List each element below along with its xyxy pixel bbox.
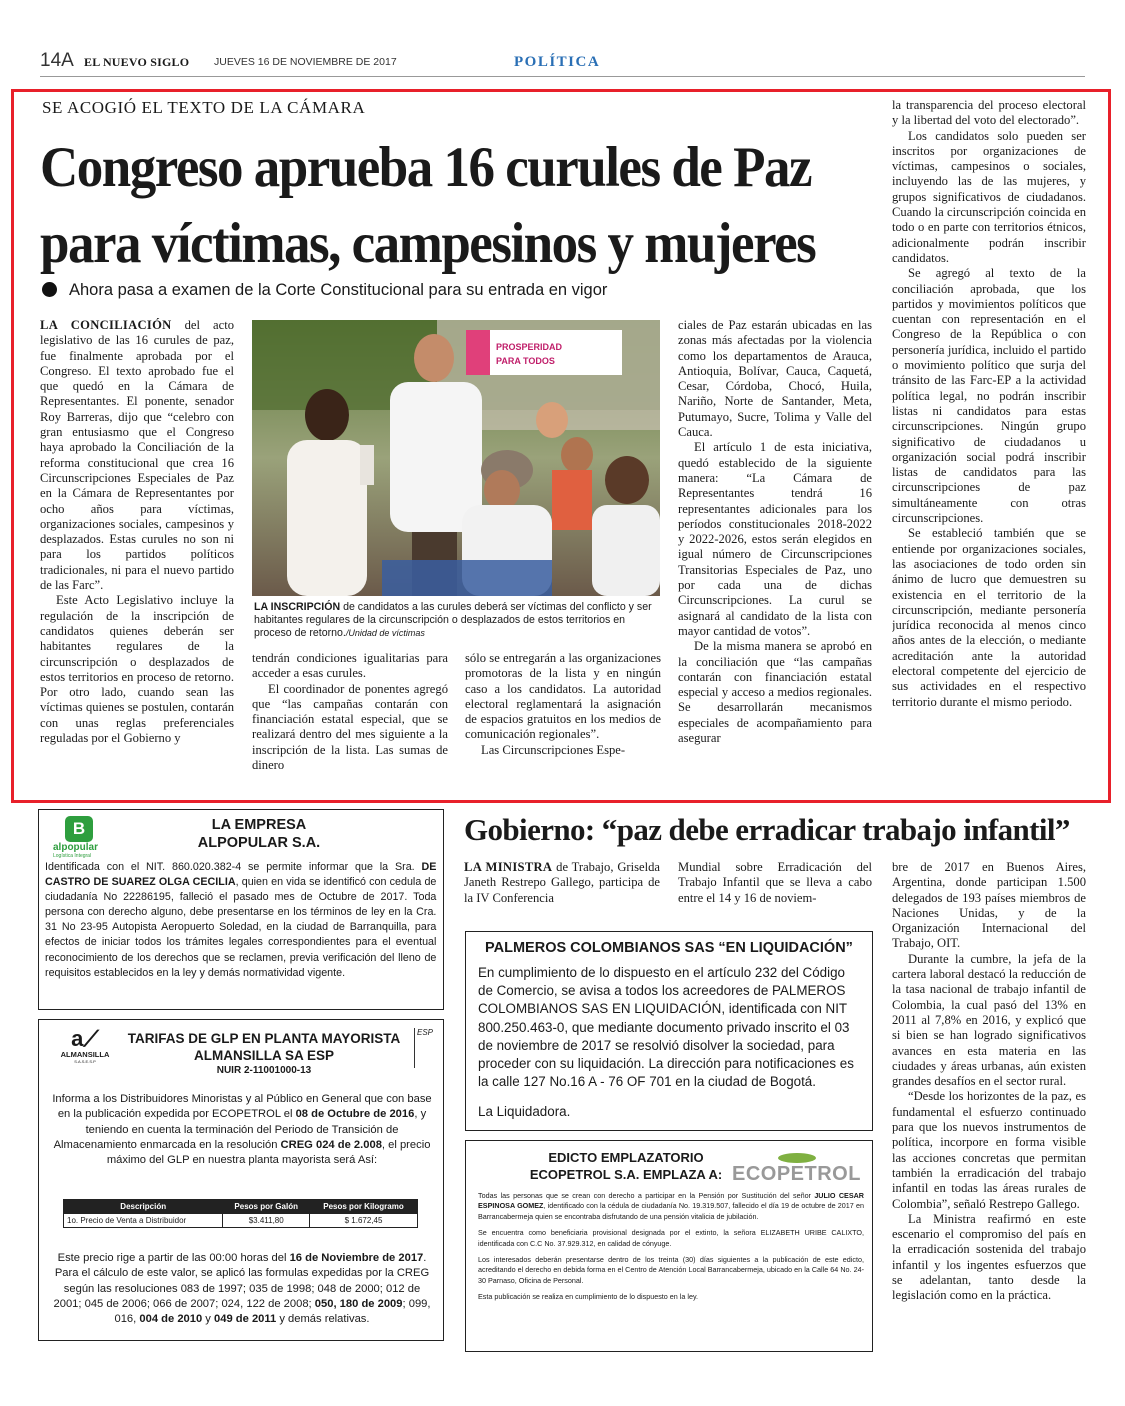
ad-alpopular (38, 809, 444, 1010)
paragraph: Se encuentra como beneficiaria provisional designada por el extinto, la señora ELIZABETH URIBE CALIXTO, identificada con C.C No. 37.929.312, en calidad de cónyuge. (478, 1228, 864, 1248)
headline-line-2: para víctimas, campesinos y mujeres (40, 212, 816, 275)
table-header: Pesos por Galón (223, 1200, 310, 1214)
table-header: Pesos por Kilogramo (310, 1200, 418, 1214)
paragraph: “Desde los horizontes de la paz, es fundamental el esfuerzo continuado para que los nuevos instrumentos de política, incorpore en forma visible las acciones concretas que permitan también la erradicación del trabajo infantil en todas las áreas rurales de Colombia”, señaló Restrepo Gallego. (892, 1089, 1086, 1211)
table-header-row (64, 1200, 418, 1214)
svg-text:PROSPERIDAD: PROSPERIDAD (496, 342, 563, 352)
article-photo (252, 320, 660, 596)
table-row (64, 1214, 418, 1228)
paragraph: Todas las personas que se crean con derecho a participar en la Pensión por Sustitución del señor JULIO CESAR ESPINOSA GOMEZ, identificado con la cédula de ciudadanía No. 19.319.507, fallecido el día 19 de octubre de 2017 en Barrancabermeja quien se encontraba disfrutando de una pensión vitalicia de jubilación. (478, 1191, 864, 1221)
esp-badge: ESP (414, 1028, 436, 1068)
paragraph: Se estableció también que se entiende por organizaciones sociales, las asociaciones de todo orden sin ánimo de lucro que demuestren su existencia en el territorio de la circunscripción, mediante personería jurídica reconocida al menos cinco años antes de la elección, o mediante acreditación ante la autoridad electoral competente del ejercicio de sus actividades en el respectivo territorio durante el mismo periodo. (892, 526, 1086, 709)
paragraph: LA MINISTRA de Trabajo, Griselda Janeth Restrepo Gallego, participa de la IV Conferencia (464, 860, 660, 905)
paragraph: Se agregó al texto de la conciliación aprobada, que los partidos y movimientos políticos que cuentan con representación en el Congreso de la República o con personería jurídica, incluido el partido o movimiento político que surja del tránsito de las Farc-EP a la actividad política legal, no podrán inscribir listas ni candidatos para estas circunscripciones. Ningún grupo significativo de ciudadanos u organización social podrá inscribir listas de candidatos para las circunscripciones de paz simultáneamente con otras circunscripciones. (892, 266, 1086, 526)
paragraph: De la misma manera se aprobó en la conciliación que “las campañas contarán con financiación estatal especial y acceso a medios regionales. Se desarrollarán mecanismos especiales de acompañamiento para asegurar (678, 639, 872, 746)
paragraph: Las Circunscripciones Espe- (481, 742, 626, 757)
newspaper-name: EL NUEVO SIGLO (84, 55, 190, 69)
paragraph: ciales de Paz estarán ubicadas en las zonas más afectadas por la violencia como los departamentos de Arauca, Antioquia, Bolívar, Cauca, Caquetá, Cesar, Córdoba, Chocó, Huila, Nariño, Norte de Santander, Meta, Putumayo, Sucre, Tolima y Valle del Cauca. (678, 318, 872, 440)
almansilla-logo (49, 1028, 121, 1064)
ad-ecopetrol (465, 1140, 873, 1352)
header-rule (40, 76, 1085, 77)
almansilla-logo-sub: S.A.S.E.S.P (74, 1059, 96, 1064)
table-header: Descripción (64, 1200, 223, 1214)
article-column-1 (40, 318, 234, 786)
paragraph: El artículo 1 de esta iniciativa, quedó establecido de la siguiente manera: “La Cámara de Representantes tendrá 16 representantes adicionales para los períodos constitucionales 2018-2022 y 2022-2026, estos serán elegidos en igual número de Circunscripciones Transitorias Especiales de Paz, uno por cada una de dichas Circunscripciones. La curul se asignará al candidato de la lista con mayor cantidad de votos”. (678, 440, 872, 638)
almansilla-logo-text: ALMANSILLA (60, 1050, 110, 1059)
ecopetrol-title: EDICTO EMPLAZATORIO ECOPETROL S.A. EMPLAZA A: (529, 1150, 723, 1182)
article2-column-2 (678, 860, 872, 906)
photo-caption (254, 601, 664, 641)
table-cell: $ 1.672,45 (310, 1214, 418, 1228)
section-name: POLÍTICA (514, 54, 601, 70)
lead-in: LA CONCILIACIÓN (40, 318, 172, 332)
ecopetrol-logo (732, 1153, 862, 1187)
bullet-icon (42, 282, 57, 297)
paragraph: bre de 2017 en Buenos Aires, Argentina, donde participan 1.500 delegados de 193 países miembros de Naciones Unidas, y de la Organización Internacional del Trabajo, OIT. (892, 860, 1086, 951)
article-deck (42, 281, 607, 300)
svg-text:PARA TODOS: PARA TODOS (496, 356, 555, 366)
alpopular-logo (53, 816, 123, 864)
almansilla-footer: Este precio rige a partir de las 00:00 horas del 16 de Noviembre de 2017. Para el cálculo de este valor, se aplicó las formulas expedidas por la CREG según las resoluciones 083 de 1997; 035 de 1998; 048 de 2000; 012 de 2001; 045 de 2006; 066 de 2007; 024, 122 de 2008; 050, 180 de 2009; 099, 016, 004 de 2010 y 049 de 2011 y demás relativas. (53, 1252, 431, 1326)
article2-column-3 (892, 860, 1086, 1352)
article-headline (40, 130, 880, 281)
article2-column-1 (464, 860, 660, 906)
article-column-5 (892, 98, 1086, 786)
caption-lead: LA INSCRIPCIÓN (254, 601, 341, 613)
ecopetrol-body (478, 1191, 864, 1303)
paragraph: Los interesados deberán presentarse dentro de los treinta (30) días siguientes a la publicación de este edicto, acreditando el derecho en debida forma en el Centro de Atención Local Barrancabermeja, ubicado en la Calle 64 No. 24-30 Parnaso, Oficina de Personal. (478, 1255, 864, 1285)
paragraph: Este Acto Legislativo incluye la regulación de la inscripción de candidatos quienes deberán ser habitantes regulares de la circunscripción o desplazados de estos territorios en proceso de retorno. Por otro lado, cuando sean las víctimas quienes se postulen, contarán con unas reglas preferenciales reguladas por el Gobierno y (40, 593, 234, 746)
paragraph: Mundial sobre Erradicación del Trabajo Infantil que se lleva a cabo entre el 14 y 16 de noviem- (678, 860, 872, 905)
alpopular-title: LA EMPRESA ALPOPULAR S.A. (197, 817, 321, 851)
page-header (40, 50, 1085, 74)
paragraph: Los candidatos solo pueden ser inscritos por organizaciones de víctimas, campesinos o sociales, incluyendo las de las mujeres, y grupos significativos de ciudadanos. Cuando la circunscripción coincida en todo o en parte con territorios étnicos, adicionalmente podrán inscribir candidatos. (892, 128, 1086, 265)
article-column-2 (252, 651, 448, 785)
paragraph: La Ministra reafirmó en este escenario el compromiso del país en la erradicación sostenida del trabajo infantil y los ingentes esfuerzos que se adelantan, tanto desde la legislación como en la práctica. (892, 1211, 1086, 1303)
headline-line-1: Congreso aprueba 16 curules de Paz (40, 136, 811, 200)
table-cell: $3.411,80 (223, 1214, 310, 1228)
almansilla-title: TARIFAS DE GLP EN PLANTA MAYORISTA ALMANSILLA SA ESP NUIR 2-11001000-13 (127, 1031, 401, 1076)
deck-text: Ahora pasa a examen de la Corte Constitucional para su entrada en vigor (69, 281, 608, 299)
palmeros-title: PALMEROS COLOMBIANOS SAS “EN LIQUIDACIÓN” (485, 940, 853, 956)
paragraph: El coordinador de ponentes agregó que “las campañas contarán con financiación estatal especial, que se realizará dentro del mes siguiente a la inscripción de la lista. Las sumas de dinero (252, 681, 448, 773)
almansilla-logo-icon: a⟋ (71, 1026, 99, 1051)
iguana-icon (778, 1153, 816, 1163)
alpopular-logo-sub: Logística Integral (53, 853, 92, 859)
paragraph: la transparencia del proceso electoral y la libertad del voto del electorado”. (892, 98, 1086, 128)
palmeros-signature: La Liquidadora. (478, 1104, 571, 1119)
paragraph: tendrán condiciones igualitarias para acceder a esas curules. (252, 651, 448, 681)
article2-headline: Gobierno: “paz debe erradicar trabajo infantil” (464, 812, 1070, 847)
alpopular-body: Identificada con el NIT. 860.020.382-4 se permite informar que la Sra. DE CASTRO DE SUAREZ OLGA CECILIA, quien en vida se identificó con cedula de ciudadanía No 22286195, falleció el pasado mes de Octubre de 2017. Toda persona con derecho alguno, debe presentarse en los términos de ley en la Cra. 31 No 23-95 Autopista Aeropuerto Soledad, en la ciudad de Barranquilla, para efectos de iniciar todos los trámites legales correspondientes para el eventual reconocimiento de los derechos que se reclamen, previa verificación del lleno de requisitos establecidos en la ley y demás normatividad vigente. (45, 861, 437, 979)
caption-text: de candidatos a las curules deberá ser víctimas del conflicto y ser habitantes regulares de la circunscripción o desplazados de estos territorios en proceso de retorno. (254, 601, 652, 640)
paragraph: LA CONCILIACIÓN del acto legislativo de las 16 curules de paz, fue finalmente aprobada por el Congreso. El texto aprobado fue el que quedó en la Cámara de Representantes. El ponente, senador Roy Barreras, dijo que “celebro con gran entusiasmo que el Congreso haya aprobado la Conciliación de la reforma constitucional que crea 16 Circunscripciones Especiales de Paz en la Cámara de Representantes por ocho años para víctimas, organizaciones sociales, campesinos y desplazados. Estas curules no son ni para los partidos políticos tradicionales, ni para el nuevo partido de las Farc”. (40, 318, 234, 593)
article-column-4 (678, 318, 872, 786)
alpopular-logo-text: alpopular (53, 842, 99, 853)
photo-illustration (252, 320, 660, 596)
article-kicker: SE ACOGIÓ EL TEXTO DE LA CÁMARA (42, 98, 366, 117)
article-column-3 (465, 651, 661, 785)
paragraph: Esta publicación se realiza en cumplimiento de lo dispuesto en la ley. (478, 1292, 699, 1302)
ad-palmeros (465, 931, 873, 1131)
table-cell: 1o. Precio de Venta a Distribuidor (64, 1214, 223, 1228)
ad-almansilla (38, 1019, 444, 1341)
palmeros-body: En cumplimiento de lo dispuesto en el artículo 232 del Código de Comercio, se avisa a todos los acreedores de PALMEROS COLOMBIANOS SAS EN LIQUIDACIÓN, identificada con NIT 800.250.463-0, que mediante documento privado inscrito el 03 de noviembre de 2017 se resolvió disolver la sociedad, para proceder con su liquidación. La dirección para notificaciones es la calle 127 No.16 A - 76 OF 701 en la ciudad de Bogotá. (478, 965, 854, 1090)
paragraph: sólo se entregarán a las organizaciones promotoras de la lista y en ningún caso a los candidatos. La autoridad electoral reglamentará la asignación de espacios gratuitos en los medios de comunicación regionales”. (465, 651, 661, 742)
paragraph: Durante la cumbre, la jefa de la cartera laboral destacó la reducción de la tasa nacional de trabajo infantil de Colombia, la cual pasó del 13% en 2011 al 7,8% en 2016, y explicó que si bien se han logrado significativos avances en esta materia en las ciudades y áreas urbanas, aún existen grandes desafíos en el sector rural. (892, 951, 1086, 1089)
almansilla-intro: Informa a los Distribuidores Minoristas y al Público en General que con base en la publicación expedida por ECOPETROL el 08 de Octubre de 2016, y teniendo en cuenta la terminación del Periodo de Transición de Almacenamiento enmarcada en la resolución CREG 024 de 2.008, el precio máximo del GLP en nuestra planta mayorista será Así: (52, 1093, 432, 1167)
alpopular-logo-icon: B (65, 816, 93, 842)
caption-credit: /Unidad de víctimas (345, 628, 425, 639)
page-number: 14A (40, 50, 74, 71)
issue-date: JUEVES 16 DE NOVIEMBRE DE 2017 (214, 56, 397, 68)
ecopetrol-logo-text: ECOPETROL (732, 1163, 861, 1185)
price-table (63, 1199, 418, 1228)
